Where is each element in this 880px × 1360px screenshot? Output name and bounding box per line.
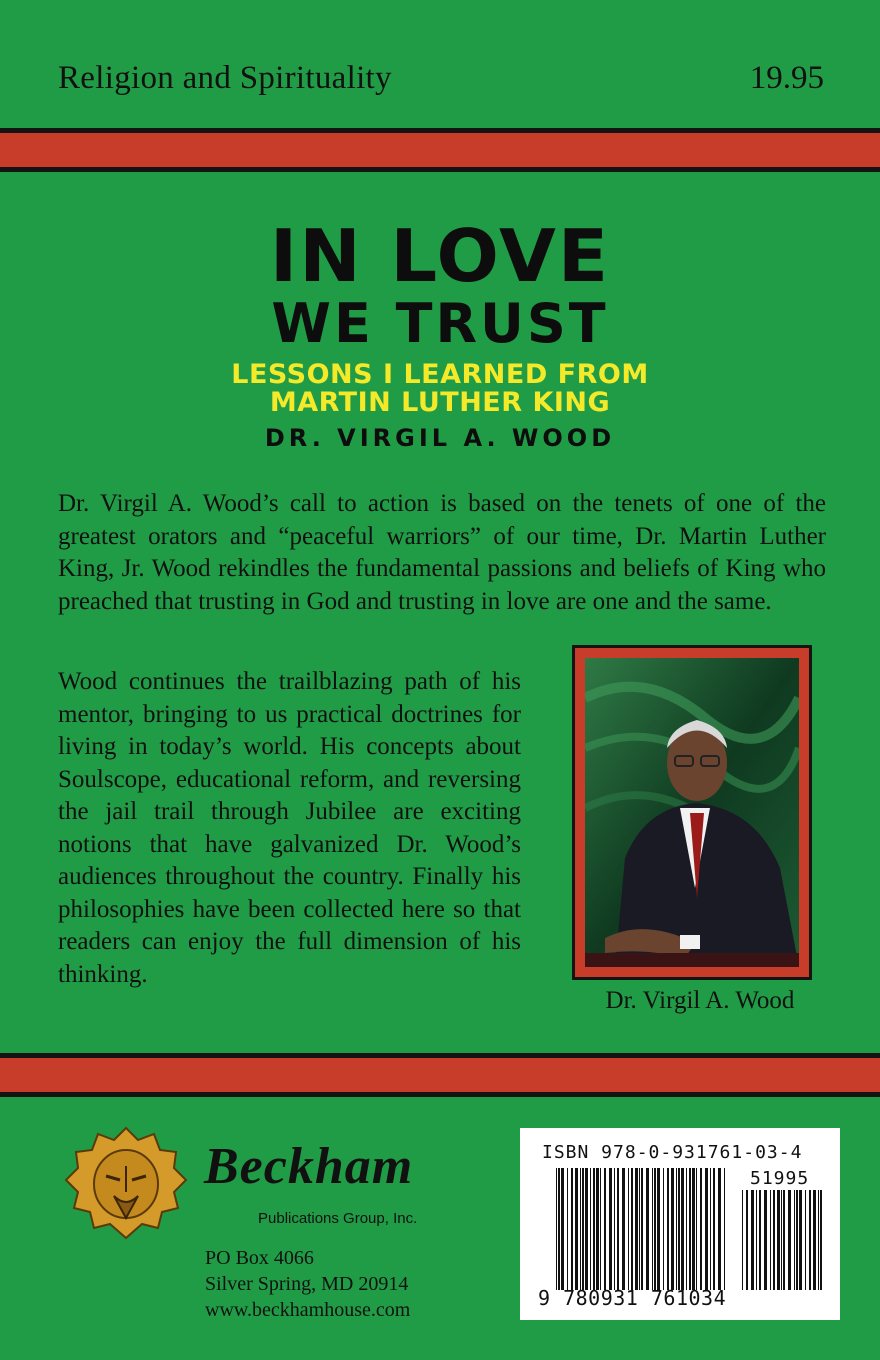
description-paragraph-1: Dr. Virgil A. Wood’s call to action is based on the tenets of one of the greatest orators and “peaceful warriors” of our time, Dr. Martin Luther King, Jr. Wood rekindles the fundamental passions and beliefs of King who preached that trusting in God and trusting in love are one and the same. xyxy=(58,490,826,615)
address-line-1: PO Box 4066 xyxy=(205,1247,314,1269)
isbn-text: ISBN 978-0-931761-03-4 xyxy=(542,1142,803,1163)
publisher-subname: Publications Group, Inc. xyxy=(258,1210,418,1227)
publisher-website: www.beckhamhouse.com xyxy=(205,1299,411,1321)
author-photo-frame xyxy=(572,645,812,980)
price-label: 19.95 xyxy=(749,60,824,96)
subtitle-line-2: MARTIN LUTHER KING xyxy=(269,387,611,418)
photo-caption: Dr. Virgil A. Wood xyxy=(605,987,795,1014)
bottom-stripe xyxy=(0,1053,880,1097)
top-stripe xyxy=(0,128,880,172)
barcode-main-icon xyxy=(556,1168,728,1290)
title-line-2: WE TRUST xyxy=(271,292,609,355)
description-paragraph-2: Wood continues the trailblazing path of his mentor, bringing to us practical doctrines for living in today’s world. His concepts about Soulscope, educational reform, and reversing the jail trail through Jubilee are exciting notions that have galvanized Dr. Wood’s audiences throughout the country. Finally his philosophies have been collected here so that readers can enjoy the full dimension of his thinking. xyxy=(58,668,521,988)
portrait-image xyxy=(585,658,799,967)
title-line-1: IN LOVE xyxy=(269,214,611,298)
barcode-box xyxy=(520,1128,840,1320)
author-name: DR. VIRGIL A. WOOD xyxy=(264,424,616,452)
barcode-digits: 9 780931 761034 xyxy=(538,1286,727,1310)
subtitle-line-1: LESSONS I LEARNED FROM xyxy=(231,359,649,390)
publisher-name: Beckham xyxy=(204,1138,414,1195)
price-code: 51995 xyxy=(750,1168,810,1189)
barcode-addon-icon xyxy=(742,1190,824,1290)
address-line-2: Silver Spring, MD 20914 xyxy=(205,1273,409,1295)
lion-logo-icon xyxy=(64,1126,188,1240)
author-photo xyxy=(585,658,799,967)
category-label: Religion and Spirituality xyxy=(58,60,392,96)
